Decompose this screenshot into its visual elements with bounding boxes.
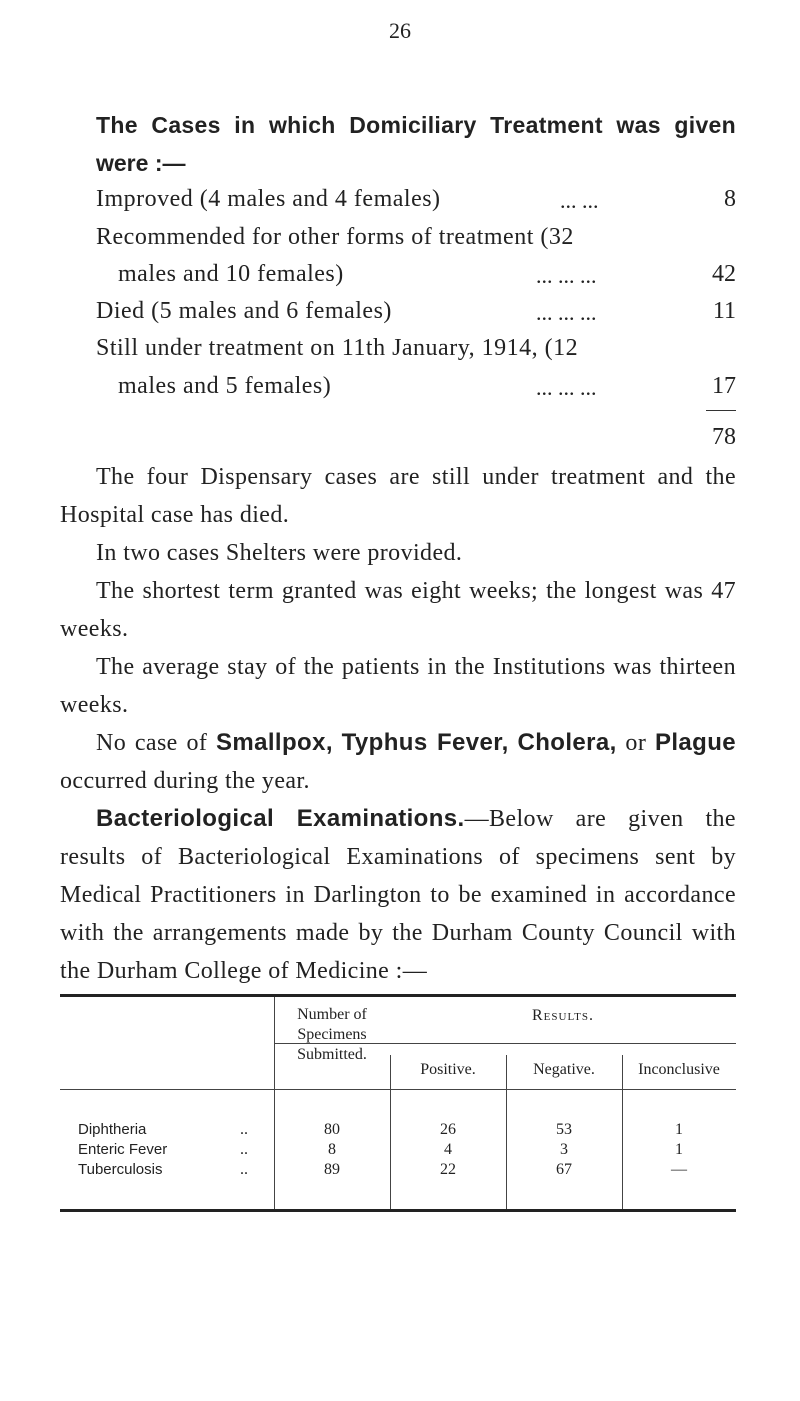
section-heading-continued: were :— (96, 150, 186, 176)
outcome-recommended-dots: ... ... ... (536, 263, 597, 288)
row-inconclusive: 1 (675, 1141, 683, 1158)
header-inconclusive: Inconclusive (638, 1061, 720, 1078)
row-dots: .. (240, 1121, 248, 1138)
row-negative: 53 (556, 1121, 572, 1138)
outcome-still-text-1: Still under treatment on 11th January, 1914, (12 (96, 335, 579, 361)
or-word: or (625, 730, 647, 756)
row-disease: Enteric Fever (78, 1141, 168, 1158)
header-rule (60, 1089, 736, 1090)
header-number-line3: Submitted. (297, 1046, 367, 1063)
outcome-recommended-value: 42 (712, 261, 736, 287)
outcome-recommended-text-1: Recommended for other forms of treatment (32 (96, 224, 574, 250)
outcome-still-value: 17 (712, 373, 736, 399)
outcome-died-value: 11 (712, 298, 736, 324)
paragraph-shelters: In two cases Shelters were provided. (96, 540, 463, 566)
paragraph-term: The shortest term granted was eight weeks; the longest was 47 weeks. (60, 578, 736, 642)
header-positive: Positive. (420, 1061, 476, 1078)
header-number-line1: Number of (297, 1006, 367, 1023)
row-dots: .. (240, 1161, 248, 1178)
outcome-died-dots: ... ... ... (536, 300, 597, 325)
row-negative: 3 (560, 1141, 568, 1158)
row-disease: Diphtheria (78, 1121, 147, 1138)
row-dots: .. (240, 1141, 248, 1158)
no-case-lead: No case of (96, 730, 216, 756)
outcome-still-text-2: males and 5 females) (118, 373, 332, 399)
row-negative: 67 (556, 1161, 572, 1178)
outcome-improved-value: 8 (724, 186, 736, 212)
row-positive: 4 (444, 1141, 452, 1158)
outcome-total: 78 (712, 424, 736, 450)
row-inconclusive: — (671, 1161, 687, 1178)
outcome-improved-text: Improved (4 males and 4 females) (96, 186, 441, 212)
paragraph-average-stay: The average stay of the patients in the Institutions was thirteen weeks. (60, 654, 736, 718)
body-text (60, 458, 736, 990)
row-submitted: 80 (324, 1121, 340, 1138)
row-disease: Tuberculosis (78, 1161, 163, 1178)
plague-label: Plague (654, 729, 737, 756)
paragraph-bacteriological (60, 800, 736, 990)
row-submitted: 8 (328, 1141, 336, 1158)
row-positive: 26 (440, 1121, 456, 1138)
page-number: 26 (389, 18, 411, 43)
header-negative: Negative. (533, 1061, 595, 1078)
row-positive: 22 (440, 1161, 456, 1178)
bacteriological-results-table (60, 994, 736, 1212)
header-number-line2: Specimens (297, 1026, 367, 1043)
section-heading: The Cases in which Domiciliary Treatment was given (96, 112, 736, 138)
header-number-submitted (274, 1005, 390, 1065)
row-inconclusive: 1 (675, 1121, 683, 1138)
outcome-improved-dots: ... ... (560, 188, 599, 213)
cholera-label: Cholera, (517, 729, 617, 756)
outcome-recommended-text-2: males and 10 females) (118, 261, 344, 287)
paragraph-dispensary: The four Dispensary cases are still under treatment and the Hospital case has died. (60, 464, 736, 528)
smallpox-label: Smallpox, (215, 729, 333, 756)
bacteriological-body: —Below are given the results of Bacteriological Examinations of specimens sent by Medical Practitioners in Darlington to be examined in accordance with the arrangements made by the Durham County Council with the Durham College of Medicine :— (60, 806, 736, 984)
paragraph-no-cases (60, 724, 736, 800)
header-results: Results. (532, 1007, 594, 1024)
typhus-label: Typhus Fever, (341, 729, 509, 756)
sum-rule (706, 410, 736, 411)
outcome-died-text: Died (5 males and 6 females) (96, 298, 392, 324)
no-case-tail: occurred during the year. (60, 768, 310, 794)
bacteriological-title: Bacteriological Examinations. (96, 805, 465, 832)
row-submitted: 89 (324, 1161, 340, 1178)
outcome-still-dots: ... ... ... (536, 375, 597, 400)
